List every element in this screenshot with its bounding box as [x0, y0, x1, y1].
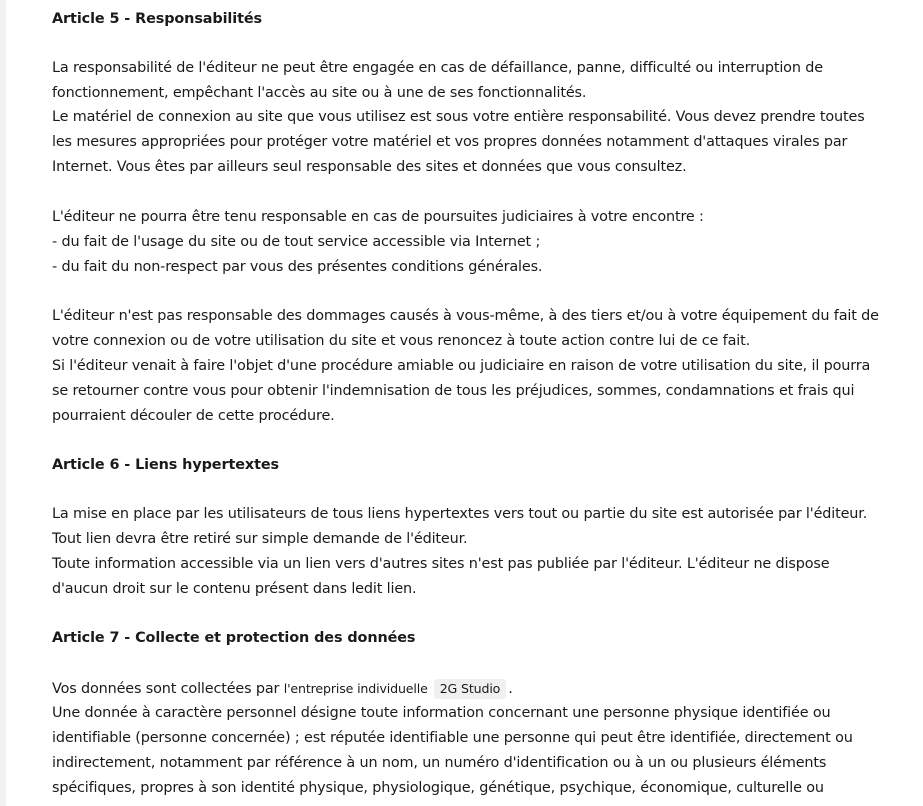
article-7-intro-suffix: .	[508, 681, 513, 697]
article-5-list-item: - du fait de l'usage du site ou de tout service accessible via Internet ;	[52, 234, 541, 250]
article-7-intro	[52, 676, 513, 701]
article-7-line: spécifiques, propres à son identité physique, physiologique, génétique, psychique, économique, culturelle ou	[52, 780, 824, 796]
article-6-heading: Article 6 - Liens hypertextes	[52, 457, 279, 473]
article-7-line: indirectement, notamment par référence à un nom, un numéro d'identification ou à un ou plusieurs éléments	[52, 755, 827, 771]
article-7-intro-prefix: Vos données sont collectées par	[52, 681, 280, 697]
article-5-line: Internet. Vous êtes par ailleurs seul responsable des sites et données que vous consultez.	[52, 159, 687, 175]
article-7-heading: Article 7 - Collecte et protection des données	[52, 630, 416, 646]
company-type: l'entreprise individuelle	[283, 681, 428, 696]
left-margin-rule	[0, 0, 6, 806]
article-6-line: d'aucun droit sur le contenu présent dans ledit lien.	[52, 581, 417, 597]
article-5-line: les mesures appropriées pour protéger votre matériel et vos propres données notamment d'attaques virales par	[52, 134, 848, 150]
article-5-list-item: - du fait du non-respect par vous des présentes conditions générales.	[52, 259, 543, 275]
article-6-line: La mise en place par les utilisateurs de tous liens hypertextes vers tout ou partie du site est autorisée par l'éditeur.	[52, 506, 868, 522]
article-5-line: L'éditeur ne pourra être tenu responsable en cas de poursuites judiciaires à votre encontre :	[52, 209, 704, 225]
article-5-line: se retourner contre vous pour obtenir l'indemnisation de tous les préjudices, sommes, condamnations et frais qui	[52, 383, 855, 399]
article-6-line: Toute information accessible via un lien vers d'autres sites n'est pas publiée par l'éditeur. L'éditeur ne dispose	[52, 556, 830, 572]
article-5-line: La responsabilité de l'éditeur ne peut être engagée en cas de défaillance, panne, difficulté ou interruption de	[52, 60, 823, 76]
article-5-line: L'éditeur n'est pas responsable des dommages causés à vous-même, à des tiers et/ou à votre équipement du fait de	[52, 308, 879, 324]
article-5-line: fonctionnement, empêchant l'accès au site ou à une de ses fonctionnalités.	[52, 85, 587, 101]
article-5-line: Si l'éditeur venait à faire l'objet d'une procédure amiable ou judiciaire en raison de votre utilisation du site, il pourra	[52, 358, 871, 374]
article-7-line: identifiable (personne concernée) ; est réputée identifiable une personne qui peut être identifiée, directement ou	[52, 730, 853, 746]
company-name-badge: 2G Studio	[434, 679, 507, 699]
article-5-line: pourraient découler de cette procédure.	[52, 408, 335, 424]
article-5-line: votre connexion ou de votre utilisation du site et vous renoncez à toute action contre lui de ce fait.	[52, 333, 751, 349]
article-5-heading: Article 5 - Responsabilités	[52, 11, 263, 27]
article-7-line: Une donnée à caractère personnel désigne toute information concernant une personne physique identifiée ou	[52, 705, 831, 721]
article-5-line: Le matériel de connexion au site que vous utilisez est sous votre entière responsabilité. Vous devez prendre toutes	[52, 109, 865, 125]
article-6-line: Tout lien devra être retiré sur simple demande de l'éditeur.	[52, 531, 468, 547]
